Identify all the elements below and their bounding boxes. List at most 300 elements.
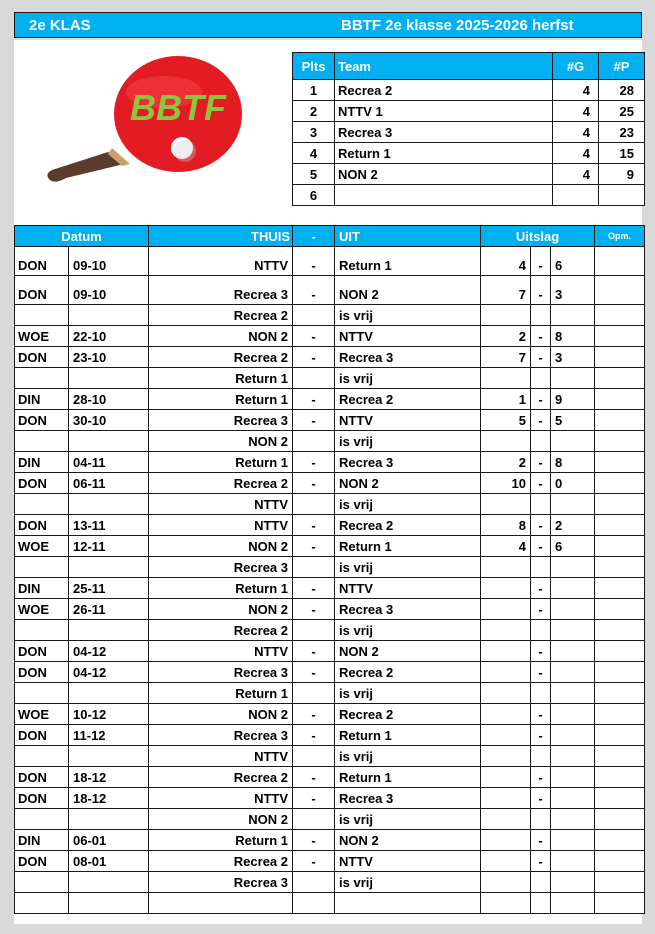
away-team <box>335 893 481 914</box>
schedule-row <box>15 893 645 914</box>
match-day: DON <box>15 641 69 662</box>
remarks-cell <box>595 368 645 389</box>
match-date <box>69 872 149 893</box>
match-day: WOE <box>15 704 69 725</box>
match-date <box>69 494 149 515</box>
standings-row <box>293 185 645 206</box>
remarks-cell <box>595 347 645 368</box>
away-team: Recrea 3 <box>335 452 481 473</box>
score-separator: - <box>531 830 551 851</box>
score-away <box>551 767 595 788</box>
home-team: Recrea 2 <box>149 767 293 788</box>
away-team: is vrij <box>335 431 481 452</box>
schedule-header-home: THUIS <box>149 226 293 247</box>
score-home: 2 <box>481 452 531 473</box>
match-separator: - <box>293 389 335 410</box>
standings-row <box>293 80 645 101</box>
home-team: Recrea 3 <box>149 725 293 746</box>
away-team: Recrea 2 <box>335 704 481 725</box>
home-team: Recrea 2 <box>149 620 293 641</box>
match-separator <box>293 431 335 452</box>
remarks-cell <box>595 326 645 347</box>
match-day: DON <box>15 276 69 305</box>
away-team: NTTV <box>335 410 481 431</box>
standings-team: Return 1 <box>335 143 553 164</box>
match-separator <box>293 557 335 578</box>
schedule-row <box>15 809 645 830</box>
standings-row <box>293 164 645 185</box>
schedule-row <box>15 872 645 893</box>
score-home <box>481 788 531 809</box>
remarks-cell <box>595 452 645 473</box>
score-away <box>551 578 595 599</box>
score-home <box>481 851 531 872</box>
match-separator: - <box>293 830 335 851</box>
schedule-row <box>15 536 645 557</box>
schedule-row <box>15 473 645 494</box>
match-date: 25-11 <box>69 578 149 599</box>
home-team: Return 1 <box>149 830 293 851</box>
match-separator <box>293 872 335 893</box>
match-separator: - <box>293 641 335 662</box>
away-team: is vrij <box>335 494 481 515</box>
standings-games: 4 <box>553 122 599 143</box>
match-day: WOE <box>15 326 69 347</box>
score-home: 10 <box>481 473 531 494</box>
remarks-cell <box>595 620 645 641</box>
match-day: DON <box>15 247 69 276</box>
match-date: 22-10 <box>69 326 149 347</box>
away-team: Recrea 2 <box>335 662 481 683</box>
home-team: Recrea 3 <box>149 872 293 893</box>
score-separator <box>531 683 551 704</box>
score-separator <box>531 494 551 515</box>
score-home <box>481 725 531 746</box>
remarks-cell <box>595 515 645 536</box>
remarks-cell <box>595 704 645 725</box>
schedule-row <box>15 578 645 599</box>
score-away: 8 <box>551 326 595 347</box>
home-team: NTTV <box>149 641 293 662</box>
score-away <box>551 704 595 725</box>
match-separator <box>293 746 335 767</box>
match-day: WOE <box>15 599 69 620</box>
score-separator: - <box>531 326 551 347</box>
score-away <box>551 725 595 746</box>
score-separator: - <box>531 851 551 872</box>
standings-points: 25 <box>599 101 645 122</box>
score-separator: - <box>531 725 551 746</box>
score-away: 6 <box>551 247 595 276</box>
match-date: 30-10 <box>69 410 149 431</box>
remarks-cell <box>595 746 645 767</box>
score-home <box>481 893 531 914</box>
score-away <box>551 557 595 578</box>
remarks-cell <box>595 767 645 788</box>
standings-row <box>293 143 645 164</box>
match-separator: - <box>293 410 335 431</box>
score-separator <box>531 368 551 389</box>
bbtf-logo <box>38 52 268 192</box>
standings-pos: 5 <box>293 164 335 185</box>
home-team: NON 2 <box>149 599 293 620</box>
standings-pos: 4 <box>293 143 335 164</box>
match-date <box>69 305 149 326</box>
remarks-cell <box>595 725 645 746</box>
score-away <box>551 494 595 515</box>
score-separator: - <box>531 473 551 494</box>
score-home <box>481 431 531 452</box>
match-day: WOE <box>15 536 69 557</box>
score-away: 0 <box>551 473 595 494</box>
home-team: NON 2 <box>149 431 293 452</box>
away-team: Recrea 3 <box>335 599 481 620</box>
match-day: DIN <box>15 452 69 473</box>
standings-header-team: Team <box>335 53 553 80</box>
match-date <box>69 557 149 578</box>
home-team: NTTV <box>149 247 293 276</box>
match-date <box>69 893 149 914</box>
match-separator: - <box>293 767 335 788</box>
score-separator: - <box>531 599 551 620</box>
remarks-cell <box>595 788 645 809</box>
match-date: 11-12 <box>69 725 149 746</box>
match-day <box>15 305 69 326</box>
standings-team: NTTV 1 <box>335 101 553 122</box>
remarks-cell <box>595 578 645 599</box>
home-team: Recrea 3 <box>149 410 293 431</box>
away-team: Return 1 <box>335 536 481 557</box>
standings-header-pos: Plts <box>293 53 335 80</box>
schedule-row <box>15 368 645 389</box>
away-team: Return 1 <box>335 247 481 276</box>
away-team: Recrea 3 <box>335 788 481 809</box>
match-separator: - <box>293 276 335 305</box>
score-away <box>551 851 595 872</box>
match-date <box>69 431 149 452</box>
match-day: DON <box>15 851 69 872</box>
home-team: Recrea 3 <box>149 276 293 305</box>
away-team: is vrij <box>335 746 481 767</box>
score-away: 3 <box>551 276 595 305</box>
score-away <box>551 830 595 851</box>
remarks-cell <box>595 809 645 830</box>
match-separator: - <box>293 599 335 620</box>
schedule-row <box>15 452 645 473</box>
score-home <box>481 683 531 704</box>
score-home <box>481 809 531 830</box>
match-date <box>69 683 149 704</box>
away-team: NTTV <box>335 326 481 347</box>
remarks-cell <box>595 473 645 494</box>
standings-games <box>553 185 599 206</box>
score-away: 9 <box>551 389 595 410</box>
standings-team: NON 2 <box>335 164 553 185</box>
schedule-row <box>15 305 645 326</box>
score-away <box>551 746 595 767</box>
match-day <box>15 893 69 914</box>
match-date <box>69 620 149 641</box>
remarks-cell <box>595 662 645 683</box>
match-day: DON <box>15 515 69 536</box>
score-home <box>481 872 531 893</box>
match-day: DON <box>15 347 69 368</box>
match-separator: - <box>293 788 335 809</box>
logo-text: BBTF <box>130 87 226 128</box>
score-away <box>551 788 595 809</box>
score-away <box>551 620 595 641</box>
schedule-header-away: UIT <box>335 226 481 247</box>
remarks-cell <box>595 893 645 914</box>
standings-points: 28 <box>599 80 645 101</box>
match-day: DIN <box>15 578 69 599</box>
score-home: 4 <box>481 536 531 557</box>
match-date <box>69 746 149 767</box>
match-date: 18-12 <box>69 788 149 809</box>
standings-points: 9 <box>599 164 645 185</box>
schedule-row <box>15 557 645 578</box>
match-day <box>15 746 69 767</box>
home-team: Recrea 2 <box>149 305 293 326</box>
match-date: 04-11 <box>69 452 149 473</box>
away-team: is vrij <box>335 809 481 830</box>
score-separator <box>531 872 551 893</box>
score-home <box>481 746 531 767</box>
schedule-row <box>15 683 645 704</box>
standings-team: Recrea 3 <box>335 122 553 143</box>
schedule-row <box>15 662 645 683</box>
remarks-cell <box>595 247 645 276</box>
match-day: DON <box>15 788 69 809</box>
home-team: Return 1 <box>149 683 293 704</box>
home-team: Return 1 <box>149 389 293 410</box>
remarks-cell <box>595 305 645 326</box>
score-away: 3 <box>551 347 595 368</box>
title-bar <box>14 12 642 38</box>
schedule-header-result: Uitslag <box>481 226 595 247</box>
remarks-cell <box>595 872 645 893</box>
score-away: 8 <box>551 452 595 473</box>
match-day <box>15 368 69 389</box>
away-team: Recrea 3 <box>335 347 481 368</box>
schedule-row <box>15 276 645 305</box>
schedule-row <box>15 704 645 725</box>
score-away <box>551 872 595 893</box>
away-team: NON 2 <box>335 641 481 662</box>
match-separator: - <box>293 326 335 347</box>
score-home: 7 <box>481 347 531 368</box>
remarks-cell <box>595 557 645 578</box>
standings-games: 4 <box>553 143 599 164</box>
schedule-row <box>15 767 645 788</box>
schedule-row <box>15 247 645 276</box>
schedule-row <box>15 599 645 620</box>
remarks-cell <box>595 276 645 305</box>
away-team: Recrea 2 <box>335 389 481 410</box>
score-separator <box>531 305 551 326</box>
score-home <box>481 578 531 599</box>
score-home <box>481 599 531 620</box>
match-date: 26-11 <box>69 599 149 620</box>
match-date: 28-10 <box>69 389 149 410</box>
schedule-row <box>15 746 645 767</box>
score-home <box>481 767 531 788</box>
away-team: NTTV <box>335 578 481 599</box>
schedule-row <box>15 494 645 515</box>
standings-pos: 6 <box>293 185 335 206</box>
home-team: Recrea 3 <box>149 662 293 683</box>
match-date <box>69 809 149 830</box>
remarks-cell <box>595 683 645 704</box>
score-home <box>481 557 531 578</box>
away-team: is vrij <box>335 683 481 704</box>
match-date: 04-12 <box>69 641 149 662</box>
score-separator <box>531 893 551 914</box>
score-separator: - <box>531 247 551 276</box>
schedule-row <box>15 830 645 851</box>
score-away <box>551 641 595 662</box>
remarks-cell <box>595 599 645 620</box>
schedule-row <box>15 431 645 452</box>
match-separator <box>293 893 335 914</box>
score-home <box>481 830 531 851</box>
score-away <box>551 368 595 389</box>
home-team: NON 2 <box>149 809 293 830</box>
score-home <box>481 662 531 683</box>
standings-table <box>292 52 645 206</box>
schedule-row <box>15 725 645 746</box>
score-separator: - <box>531 347 551 368</box>
remarks-cell <box>595 494 645 515</box>
match-separator: - <box>293 662 335 683</box>
standings-pos: 2 <box>293 101 335 122</box>
score-separator <box>531 620 551 641</box>
match-separator <box>293 368 335 389</box>
match-separator: - <box>293 452 335 473</box>
match-separator: - <box>293 473 335 494</box>
schedule-header-sep: - <box>293 226 335 247</box>
home-team: Recrea 2 <box>149 473 293 494</box>
score-separator: - <box>531 788 551 809</box>
match-date: 09-10 <box>69 247 149 276</box>
schedule-row <box>15 347 645 368</box>
score-home <box>481 620 531 641</box>
remarks-cell <box>595 641 645 662</box>
away-team: is vrij <box>335 368 481 389</box>
score-separator: - <box>531 662 551 683</box>
standings-header-games: #G <box>553 53 599 80</box>
home-team: NON 2 <box>149 704 293 725</box>
schedule-row <box>15 851 645 872</box>
remarks-cell <box>595 830 645 851</box>
score-away: 5 <box>551 410 595 431</box>
score-home <box>481 704 531 725</box>
match-date: 23-10 <box>69 347 149 368</box>
match-separator: - <box>293 536 335 557</box>
match-separator <box>293 683 335 704</box>
score-home <box>481 368 531 389</box>
match-date: 18-12 <box>69 767 149 788</box>
score-separator <box>531 431 551 452</box>
match-day <box>15 494 69 515</box>
score-separator <box>531 557 551 578</box>
schedule-header-date: Datum <box>15 226 149 247</box>
home-team: NTTV <box>149 494 293 515</box>
standings-points <box>599 185 645 206</box>
match-day <box>15 620 69 641</box>
match-date: 08-01 <box>69 851 149 872</box>
home-team: Recrea 2 <box>149 347 293 368</box>
home-team: Recrea 3 <box>149 557 293 578</box>
score-away <box>551 431 595 452</box>
schedule-header-row <box>15 226 645 247</box>
match-day: DIN <box>15 389 69 410</box>
home-team: Return 1 <box>149 578 293 599</box>
match-date: 12-11 <box>69 536 149 557</box>
schedule-table <box>14 225 645 914</box>
match-separator: - <box>293 851 335 872</box>
match-day: DON <box>15 662 69 683</box>
schedule-row <box>15 641 645 662</box>
score-away <box>551 809 595 830</box>
schedule-row <box>15 788 645 809</box>
match-day: DON <box>15 473 69 494</box>
match-day: DON <box>15 725 69 746</box>
match-separator: - <box>293 578 335 599</box>
standings-row <box>293 101 645 122</box>
score-home: 1 <box>481 389 531 410</box>
standings-team <box>335 185 553 206</box>
score-home <box>481 641 531 662</box>
score-home: 8 <box>481 515 531 536</box>
match-date: 10-12 <box>69 704 149 725</box>
away-team: NON 2 <box>335 830 481 851</box>
match-date: 09-10 <box>69 276 149 305</box>
match-date: 06-01 <box>69 830 149 851</box>
schedule-row <box>15 515 645 536</box>
match-separator: - <box>293 247 335 276</box>
match-day <box>15 872 69 893</box>
away-team: Return 1 <box>335 725 481 746</box>
match-separator <box>293 305 335 326</box>
standings-header-row <box>293 53 645 80</box>
match-day <box>15 683 69 704</box>
away-team: is vrij <box>335 557 481 578</box>
score-separator <box>531 746 551 767</box>
home-team: NTTV <box>149 515 293 536</box>
score-separator: - <box>531 276 551 305</box>
standings-points: 23 <box>599 122 645 143</box>
schedule-row <box>15 620 645 641</box>
away-team: is vrij <box>335 872 481 893</box>
match-day: DON <box>15 767 69 788</box>
score-away: 2 <box>551 515 595 536</box>
home-team: Return 1 <box>149 452 293 473</box>
score-home <box>481 494 531 515</box>
away-team: Recrea 2 <box>335 515 481 536</box>
remarks-cell <box>595 410 645 431</box>
away-team: NON 2 <box>335 276 481 305</box>
score-separator: - <box>531 389 551 410</box>
score-separator: - <box>531 452 551 473</box>
match-day <box>15 809 69 830</box>
away-team: NTTV <box>335 851 481 872</box>
score-separator: - <box>531 641 551 662</box>
score-home: 2 <box>481 326 531 347</box>
remarks-cell <box>595 536 645 557</box>
standings-games: 4 <box>553 101 599 122</box>
score-away: 6 <box>551 536 595 557</box>
